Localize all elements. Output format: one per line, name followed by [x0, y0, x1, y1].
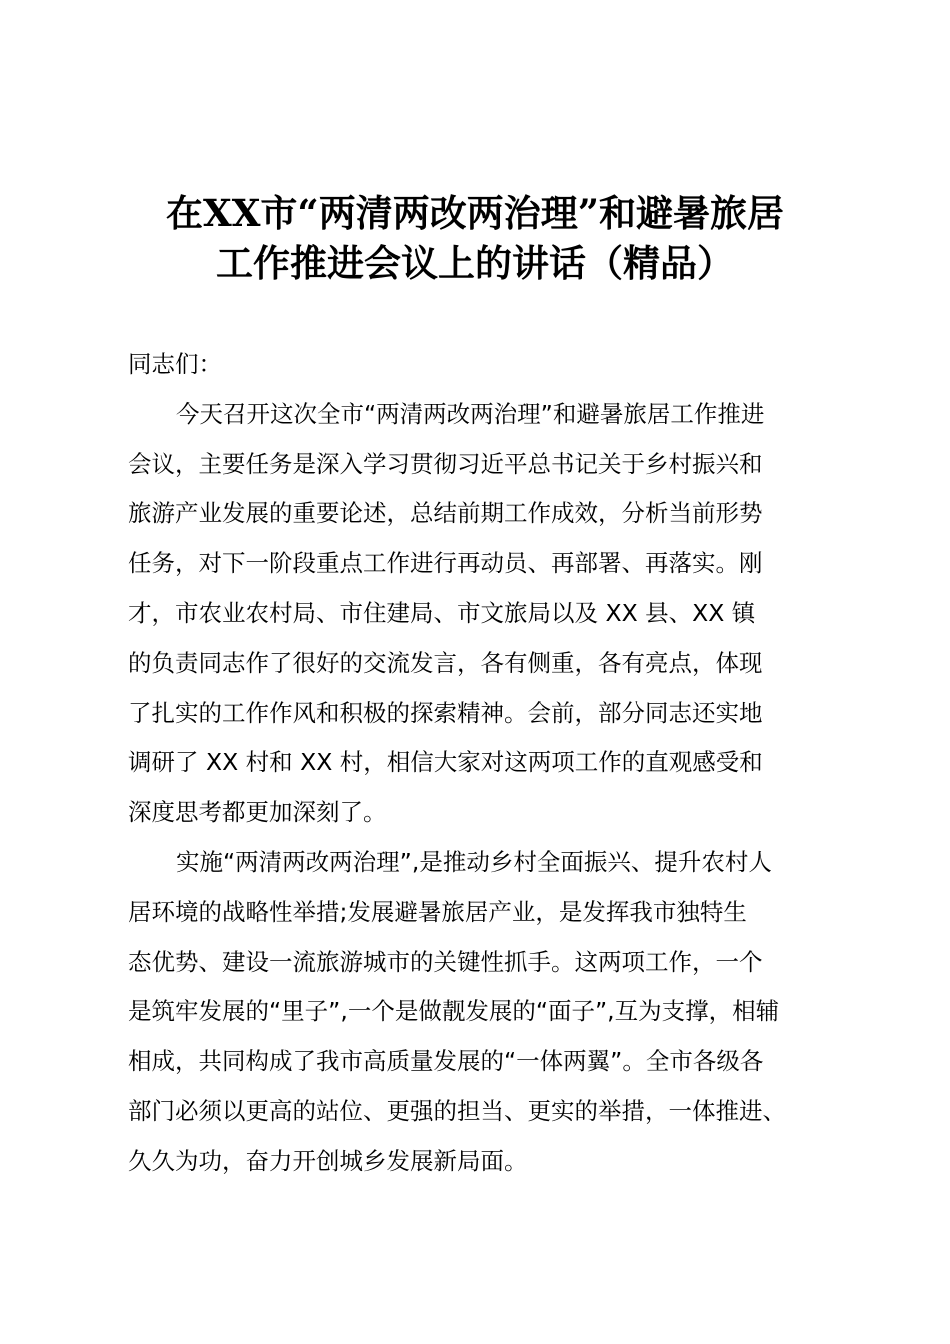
paragraph-line: 态优势、建设一流旅游城市的关键性抓手。这两项工作，一个 — [128, 947, 763, 976]
salutation: 同志们： — [128, 350, 222, 378]
paragraph-line: 的负责同志作了很好的交流发言，各有侧重，各有亮点，体现 — [128, 648, 763, 677]
paragraph-2 — [128, 838, 828, 1187]
paragraph-line: 才，市农业农村局、市住建局、市文旅局以及 XX 县、XX 镇 — [128, 598, 756, 627]
paragraph-line: 久久为功，奋力开创城乡发展新局面。 — [128, 1146, 528, 1175]
paragraph-line: 今天召开这次全市“两清两改两治理”和避暑旅居工作推进 — [176, 399, 765, 428]
paragraph-line: 会议，主要任务是深入学习贯彻习近平总书记关于乡村振兴和 — [128, 449, 763, 478]
paragraph-line: 深度思考都更加深刻了。 — [128, 798, 387, 827]
paragraph-line: 是筑牢发展的“里子”,一个是做靓发展的“面子”,互为支撑，相辅 — [128, 997, 780, 1026]
paragraph-line: 旅游产业发展的重要论述，总结前期工作成效，分析当前形势 — [128, 499, 763, 528]
paragraph-line: 相成，共同构成了我市高质量发展的“一体两翼”。全市各级各 — [128, 1047, 764, 1076]
paragraph-line: 了扎实的工作作风和积极的探索精神。会前，部分同志还实地 — [128, 698, 763, 727]
paragraph-line: 部门必须以更高的站位、更强的担当、更实的举措，一体推进、 — [128, 1096, 786, 1125]
document-title-line-2: 工作推进会议上的讲话（精品） — [216, 241, 734, 285]
paragraph-line: 调研了 XX 村和 XX 村，相信大家对这两项工作的直观感受和 — [128, 748, 763, 777]
paragraph-1 — [128, 390, 828, 838]
document-body — [128, 340, 828, 1187]
paragraph-line: 居环境的战略性举措;发展避暑旅居产业，是发挥我市独特生 — [128, 897, 747, 926]
paragraph-line: 实施“两清两改两治理”,是推动乡村全面振兴、提升农村人 — [176, 847, 772, 876]
document-title-line-1: 在XX市“两清两改两治理”和避暑旅居 — [166, 191, 784, 235]
paragraph-line: 任务，对下一阶段重点工作进行再动员、再部署、再落实。刚 — [128, 549, 763, 578]
